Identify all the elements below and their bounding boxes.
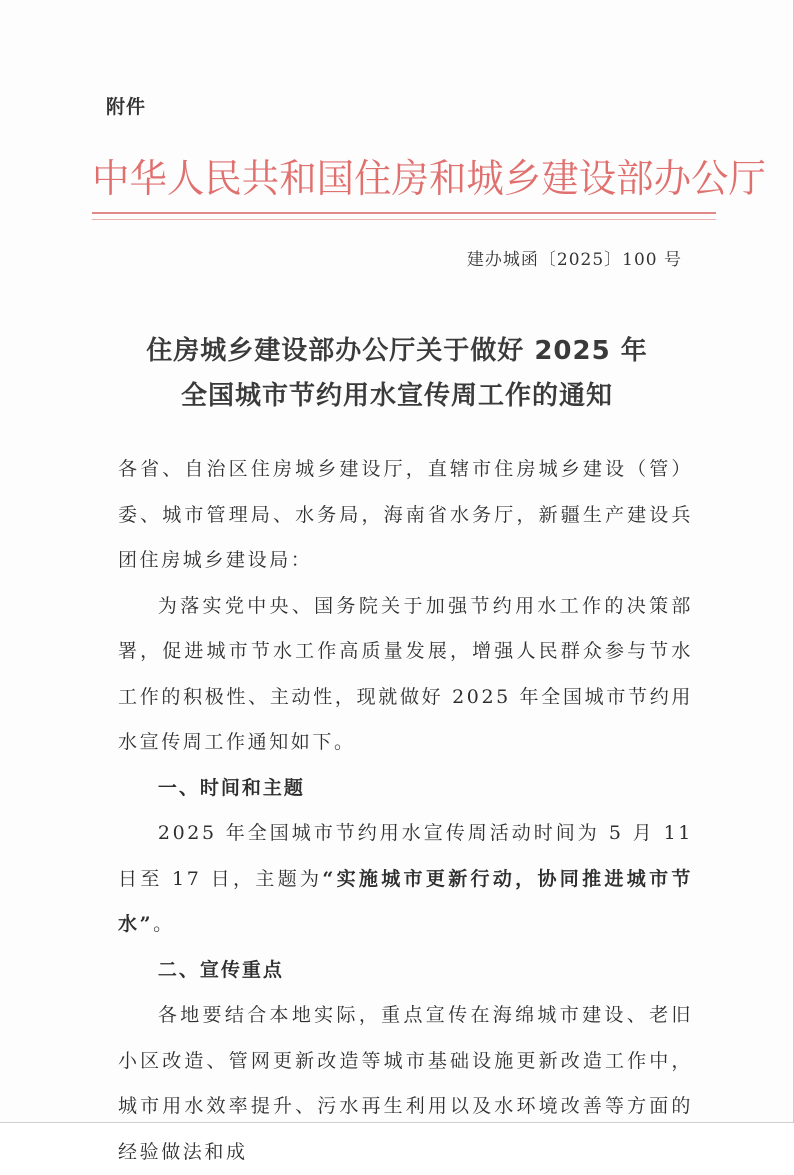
section-heading-key-points: 二、宣传重点 xyxy=(157,958,284,981)
header-divider-thin xyxy=(92,219,716,220)
addressee: 各省、自治区住房城乡建设厅，直辖市住房城乡建设（管）委、城市管理局、水务局，海南省水务厅，新疆生产建设兵团住房城乡建设局： xyxy=(118,458,693,571)
section-text: 2025 年全国城市节约用水宣传周活动时间为 5 月 11 日至 17 日，主题为 xyxy=(118,822,693,890)
section-paragraph-time-theme xyxy=(118,811,693,948)
intro-paragraph: 为落实党中央、国务院关于加强节约用水工作的决策部署，促进城市节水工作高质量发展，增强人民群众参与节水工作的积极性、主动性，现就做好 2025 年全国城市节约用水宣传周工作通知如下。 xyxy=(118,594,693,753)
document-title-line-2: 全国城市节约用水宣传周工作的通知 xyxy=(180,381,613,411)
document-number: 建办城函〔2025〕100 号 xyxy=(466,250,682,270)
document-body xyxy=(118,447,693,1175)
theme-quote: “实施城市更新行动，协同推进城市节水” xyxy=(118,867,693,935)
document-title-line-1: 住房城乡建设部办公厅关于做好 2025 年 xyxy=(146,336,648,366)
attachment-label: 附件 xyxy=(106,96,147,118)
header-divider xyxy=(92,212,716,214)
issuer-header: 中华人民共和国住房和城乡建设部办公厅 xyxy=(92,157,766,202)
section-paragraph-key-points: 各地要结合本地实际，重点宣传在海绵城市建设、老旧小区改造、管网更新改造等城市基础设施更新改造工作中，城市用水效率提升、污水再生利用以及水环境改善等方面的经验做法和成 xyxy=(118,1004,693,1163)
section-heading-time-theme: 一、时间和主题 xyxy=(157,776,305,799)
section-text-end: 。 xyxy=(153,913,175,935)
